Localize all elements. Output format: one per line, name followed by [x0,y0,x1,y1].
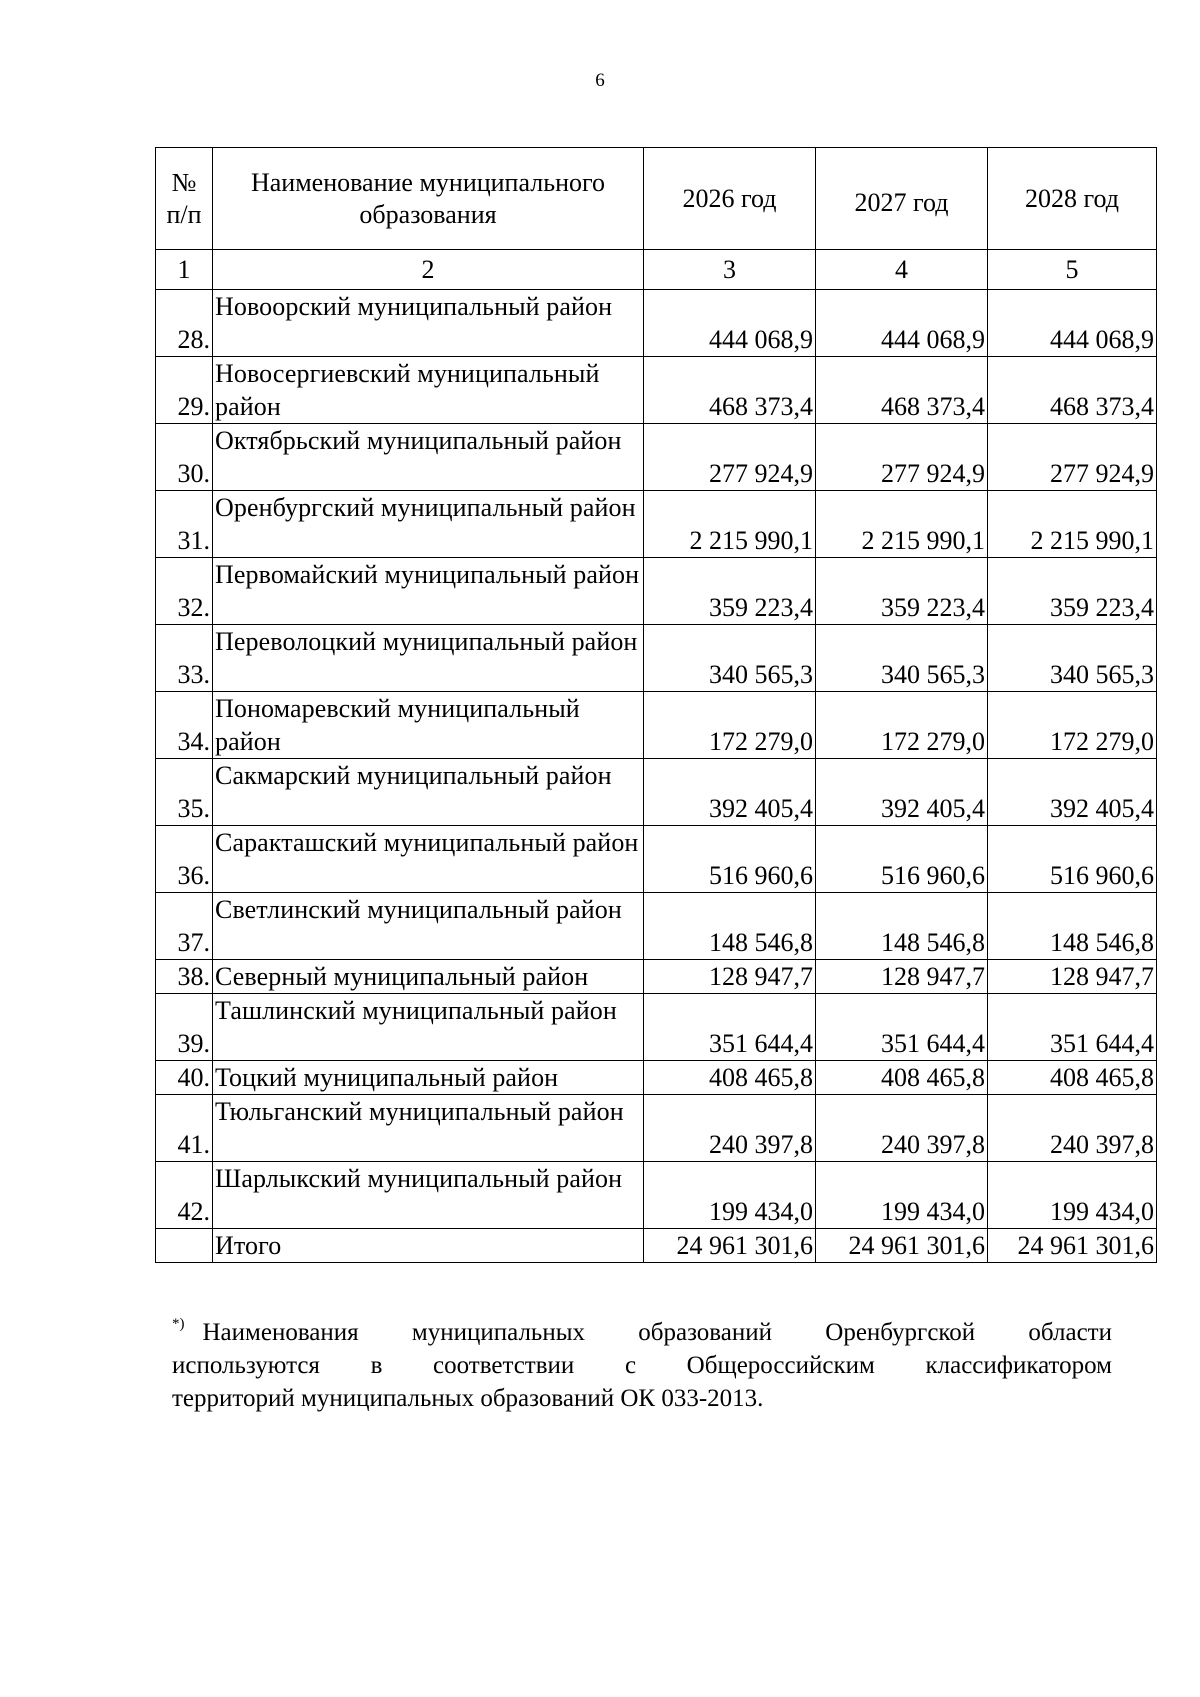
column-number: 1 [156,250,213,290]
table-row [156,960,1157,994]
row-number: 39. [156,994,213,1061]
municipality-name: Оренбургский муниципальный район [213,491,644,558]
column-number: 5 [988,250,1157,290]
row-number: 42. [156,1162,213,1229]
municipality-name: Светлинский муниципальный район [213,893,644,960]
municipality-name: Ташлинский муниципальный район [213,994,644,1061]
total-2028: 24 961 301,6 [988,1229,1157,1263]
table-row [156,558,1157,625]
row-number: 37. [156,893,213,960]
column-number: 2 [213,250,644,290]
value-2026: 392 405,4 [644,759,816,826]
value-2026: 516 960,6 [644,826,816,893]
table-row [156,290,1157,357]
municipality-name: Северный муниципальный район [213,960,644,994]
value-2028: 359 223,4 [988,558,1157,625]
table-row [156,994,1157,1061]
table-row [156,1095,1157,1162]
value-2028: 444 068,9 [988,290,1157,357]
row-number: 32. [156,558,213,625]
row-number: 31. [156,491,213,558]
header-2027: 2027 год [816,148,988,250]
row-number: 28. [156,290,213,357]
value-2027: 277 924,9 [816,424,988,491]
value-2027: 351 644,4 [816,994,988,1061]
table-row [156,692,1157,759]
municipality-name: Первомайский муниципальный район [213,558,644,625]
header-num: № п/п [156,148,213,250]
table-header-row [156,148,1157,250]
value-2026: 172 279,0 [644,692,816,759]
value-2026: 408 465,8 [644,1061,816,1095]
value-2026: 128 947,7 [644,960,816,994]
value-2028: 468 373,4 [988,357,1157,424]
value-2027: 516 960,6 [816,826,988,893]
footnote-line: территорий муниципальных образований ОК 033-2013. [172,1385,764,1412]
table-row [156,491,1157,558]
value-2026: 351 644,4 [644,994,816,1061]
value-2026: 240 397,8 [644,1095,816,1162]
value-2028: 172 279,0 [988,692,1157,759]
value-2026: 277 924,9 [644,424,816,491]
municipality-name: Шарлыкский муниципальный район [213,1162,644,1229]
page-number: 6 [595,70,605,91]
value-2028: 340 565,3 [988,625,1157,692]
value-2028: 199 434,0 [988,1162,1157,1229]
row-number: 40. [156,1061,213,1095]
total-2026: 24 961 301,6 [644,1229,816,1263]
table-row [156,826,1157,893]
value-2027: 468 373,4 [816,357,988,424]
total-label: Итого [213,1229,644,1263]
value-2027: 444 068,9 [816,290,988,357]
row-number: 30. [156,424,213,491]
value-2027: 340 565,3 [816,625,988,692]
value-2027: 148 546,8 [816,893,988,960]
value-2027: 2 215 990,1 [816,491,988,558]
row-number: 33. [156,625,213,692]
total-blank-cell [156,1229,213,1263]
row-number: 35. [156,759,213,826]
municipality-name: Пономаревский муниципальный район [213,692,644,759]
row-number: 38. [156,960,213,994]
value-2028: 2 215 990,1 [988,491,1157,558]
value-2028: 408 465,8 [988,1061,1157,1095]
header-name: Наименование муниципального образования [213,148,644,250]
value-2026: 148 546,8 [644,893,816,960]
total-row [156,1229,1157,1263]
value-2027: 128 947,7 [816,960,988,994]
column-number: 4 [816,250,988,290]
value-2027: 172 279,0 [816,692,988,759]
row-number: 41. [156,1095,213,1162]
value-2027: 408 465,8 [816,1061,988,1095]
row-number: 29. [156,357,213,424]
value-2028: 516 960,6 [988,826,1157,893]
column-numbers-row [156,250,1157,290]
municipality-name: Тюльганский муниципальный район [213,1095,644,1162]
value-2028: 148 546,8 [988,893,1157,960]
footnote-text: Наименования муниципальных образований Оренбургской области [202,1319,1112,1346]
table-row [156,893,1157,960]
municipality-name: Новоорский муниципальный район [213,290,644,357]
value-2027: 392 405,4 [816,759,988,826]
value-2026: 2 215 990,1 [644,491,816,558]
footnote-marker: *) [172,1316,185,1332]
footnote-line: используются в соответствии с Общероссийским классификатором [172,1352,1112,1379]
value-2028: 277 924,9 [988,424,1157,491]
table-row [156,759,1157,826]
municipality-name: Переволоцкий муниципальный район [213,625,644,692]
table-row [156,357,1157,424]
value-2027: 240 397,8 [816,1095,988,1162]
municipality-name: Тоцкий муниципальный район [213,1061,644,1095]
table-row [156,424,1157,491]
value-2027: 199 434,0 [816,1162,988,1229]
value-2028: 240 397,8 [988,1095,1157,1162]
header-2028: 2028 год [988,148,1157,250]
value-2028: 351 644,4 [988,994,1157,1061]
value-2026: 444 068,9 [644,290,816,357]
municipality-name: Саракташский муниципальный район [213,826,644,893]
column-number: 3 [644,250,816,290]
table-row [156,625,1157,692]
value-2027: 359 223,4 [816,558,988,625]
value-2026: 340 565,3 [644,625,816,692]
footnote-line [172,1308,1112,1349]
value-2026: 199 434,0 [644,1162,816,1229]
row-number: 34. [156,692,213,759]
table-row [156,1162,1157,1229]
municipality-name: Октябрьский муниципальный район [213,424,644,491]
total-2027: 24 961 301,6 [816,1229,988,1263]
footnote [172,1308,1112,1415]
row-number: 36. [156,826,213,893]
municipality-name: Сакмарский муниципальный район [213,759,644,826]
value-2028: 392 405,4 [988,759,1157,826]
municipality-name: Новосергиевский муниципальный район [213,357,644,424]
value-2028: 128 947,7 [988,960,1157,994]
value-2026: 359 223,4 [644,558,816,625]
header-2026: 2026 год [644,148,816,250]
value-2026: 468 373,4 [644,357,816,424]
table-row [156,1061,1157,1095]
budget-table [155,147,1157,1263]
